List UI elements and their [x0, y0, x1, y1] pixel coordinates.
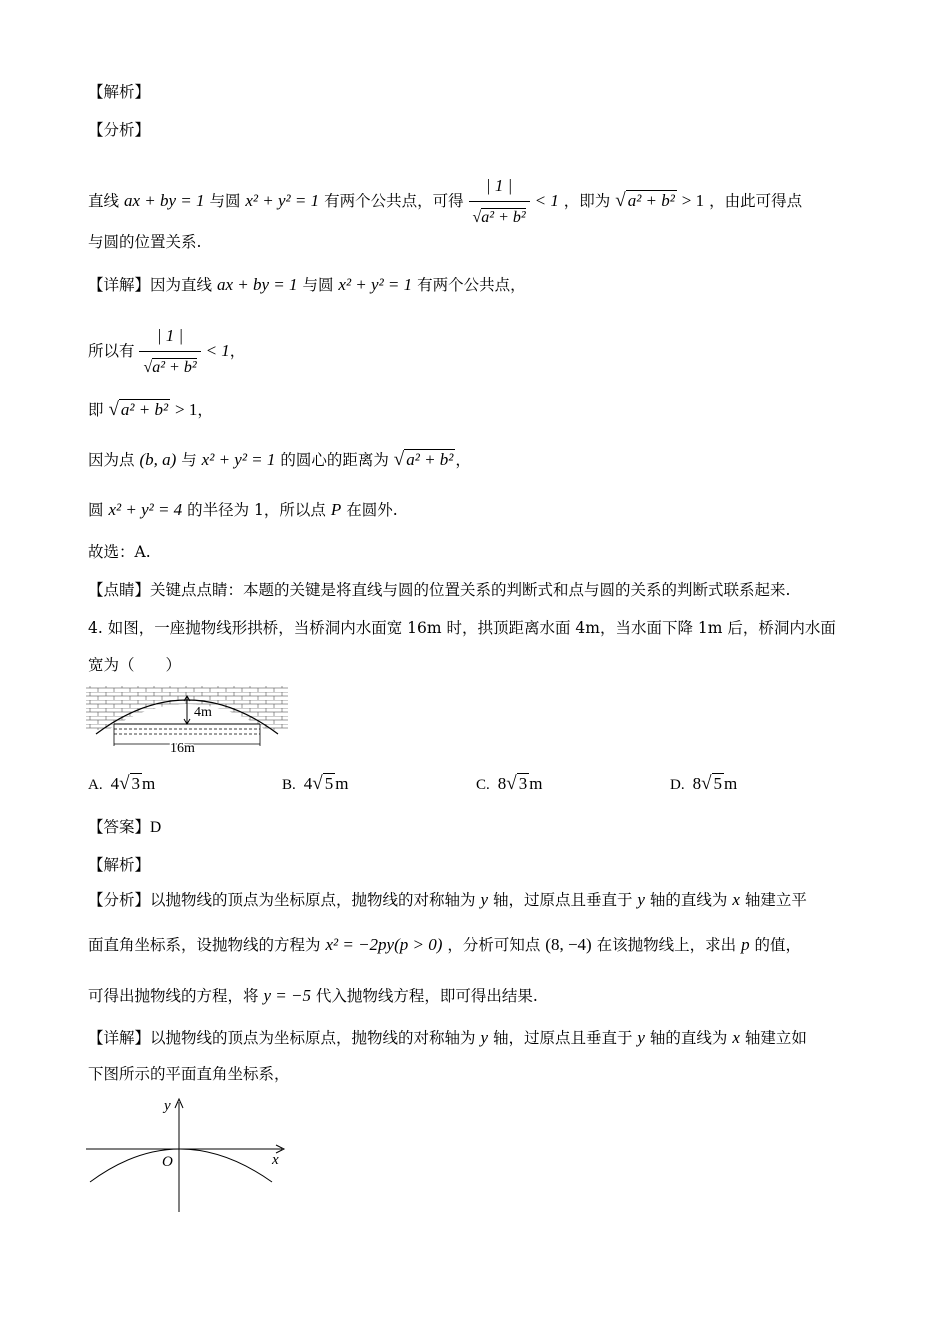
- circle-equation: x² + y² = 1: [338, 275, 413, 294]
- text-segment: 有两个公共点，: [417, 276, 526, 294]
- key-point-line: [88, 580, 790, 600]
- option-radicand: 3: [131, 774, 141, 793]
- text-segment: 的半径为 1，所以点: [187, 501, 326, 519]
- point-8-minus4: (8, −4): [545, 935, 592, 954]
- sqrt-expression: √ a² + b²: [108, 399, 169, 420]
- sqrt-sign: √: [312, 773, 323, 794]
- radicand: a² + b²: [481, 209, 526, 226]
- answer-choice: 故选：A.: [88, 543, 151, 561]
- fraction-numerator: | 1 |: [139, 322, 200, 352]
- point-ba: (b, a): [139, 450, 177, 469]
- circle-equation: x² + y² = 1: [201, 450, 276, 469]
- text-segment: 以抛物线的顶点为坐标原点，抛物线的对称轴为: [150, 891, 476, 909]
- text-segment: 轴，过原点且垂直于: [492, 1029, 633, 1047]
- option-letter: C.: [476, 777, 490, 793]
- line-equation: ax + by = 1: [216, 275, 298, 294]
- text-segment: ，即为: [563, 192, 611, 210]
- inequality: < 1: [534, 191, 559, 210]
- point-P: P: [330, 500, 342, 519]
- circle-equation: x² + y² = 1: [245, 191, 320, 210]
- text-segment: 与: [181, 451, 197, 469]
- text-segment: 轴建立如: [744, 1029, 807, 1047]
- text-segment: 的值，: [754, 936, 802, 954]
- sqrt-expression: √ a² + b²: [393, 449, 454, 470]
- text-segment: 可得出抛物线的方程，将: [88, 987, 259, 1005]
- option-b[interactable]: [282, 773, 348, 795]
- option-coef: 8: [692, 774, 702, 793]
- q4-analysis-line2: [88, 935, 801, 955]
- text-segment: 在该抛物线上，求出: [596, 936, 737, 954]
- option-coef: 8: [497, 774, 507, 793]
- option-d[interactable]: [670, 773, 737, 795]
- text-segment: 以抛物线的顶点为坐标原点，抛物线的对称轴为: [150, 1029, 476, 1047]
- text-segment: 直线: [88, 192, 120, 210]
- text-segment: 即: [88, 401, 104, 419]
- detail-line5: [88, 500, 398, 520]
- var-y: y: [480, 890, 489, 909]
- x-axis-label: x: [272, 1152, 279, 1168]
- text-segment: 轴建立平: [744, 891, 807, 909]
- radicand: a² + b²: [152, 359, 197, 376]
- distance-fraction: [139, 322, 200, 382]
- sqrt-expression: √ a² + b²: [615, 190, 675, 211]
- option-coef: 4: [303, 774, 313, 793]
- text-segment: 轴的直线为: [649, 891, 728, 909]
- analysis-label: 【分析】: [88, 121, 151, 139]
- text-segment: 有两个公共点，可得: [324, 192, 464, 210]
- analysis-label: 【分析】: [88, 891, 151, 909]
- option-unit: m: [529, 774, 543, 793]
- key-point-label: 【点睛】: [88, 581, 151, 599]
- option-coef: 4: [110, 774, 120, 793]
- option-c[interactable]: [476, 773, 542, 795]
- option-radicand: 5: [324, 774, 334, 793]
- text-segment: 面直角坐标系，设抛物线的方程为: [88, 936, 321, 954]
- detail-line3: 即 √ a² + b² > 1，: [88, 399, 213, 420]
- option-letter: D.: [670, 777, 685, 793]
- analysis-paragraph-line1: [88, 172, 802, 232]
- option-letter: A.: [88, 777, 103, 793]
- q4-analysis-line3: [88, 986, 538, 1006]
- text-segment: 所以有: [88, 342, 135, 360]
- coordinate-figure: [86, 1094, 292, 1214]
- radicand: a² + b²: [627, 191, 675, 210]
- origin-label: O: [162, 1154, 173, 1170]
- text-segment: ，由此可得点: [709, 192, 803, 210]
- text-segment: 的圆心的距离为: [280, 451, 389, 469]
- option-radicand: 3: [518, 774, 528, 793]
- detail-label: 【详解】: [88, 1029, 151, 1047]
- analysis-paragraph-line2: 与圆的位置关系.: [88, 233, 202, 251]
- width-label: 16m: [170, 741, 195, 756]
- text-segment: 在圆外.: [346, 501, 398, 519]
- detail-line1: [88, 275, 526, 295]
- detail-line4: 因为点 (b, a) 与 x² + y² = 1 的圆心的距离为 √ a² + b² ，: [88, 449, 471, 470]
- option-unit: m: [142, 774, 156, 793]
- inequality: > 1: [175, 400, 198, 419]
- fraction-denominator: √a² + b²: [143, 359, 197, 376]
- var-y: y: [637, 1028, 645, 1047]
- text-segment: 代入抛物线方程，即可得出结果.: [315, 987, 538, 1005]
- fraction-denominator: √a² + b²: [472, 209, 526, 226]
- key-point-text: 关键点点睛：本题的关键是将直线与圆的位置关系的判断式和点与圆的关系的判断式联系起来.: [150, 581, 791, 599]
- text-segment: ，分析可知点: [447, 936, 541, 954]
- option-unit: m: [335, 774, 349, 793]
- y-equals-minus5: y = −5: [263, 986, 311, 1005]
- option-radicand: 5: [713, 774, 723, 793]
- radicand: a² + b²: [120, 400, 169, 419]
- answer-label: 【答案】: [88, 818, 151, 836]
- sqrt-sign: √: [119, 773, 130, 794]
- detail-label: 【详解】: [88, 276, 151, 294]
- text-segment: 与圆: [209, 192, 241, 210]
- answer-line: [88, 817, 161, 838]
- line-equation: ax + by = 1: [123, 191, 205, 210]
- var-x: x: [732, 890, 740, 909]
- var-y: y: [637, 890, 645, 909]
- var-y: y: [480, 1028, 489, 1047]
- text-segment: 圆: [88, 501, 104, 519]
- option-letter: B.: [282, 777, 296, 793]
- detail-line2: 所以有 $\frac{| 1 |}{\text{√a² + b²}}$ < 1，: [88, 322, 245, 382]
- analysis-heading: 【解析】: [88, 83, 151, 101]
- q4-detail-line1: [88, 1028, 807, 1048]
- parabola-equation: x² = −2py(p > 0): [325, 935, 443, 954]
- height-label: 4m: [194, 705, 212, 720]
- distance-fraction: [469, 172, 530, 232]
- bridge-figure: [86, 684, 290, 756]
- text-segment: 因为直线: [150, 276, 213, 294]
- option-unit: m: [724, 774, 738, 793]
- fraction-numerator: | 1 |: [469, 172, 530, 202]
- answer-value: D: [150, 819, 162, 836]
- text-segment: 与圆: [302, 276, 334, 294]
- sqrt-sign: √: [506, 773, 517, 794]
- text-segment: 轴，过原点且垂直于: [492, 891, 633, 909]
- circle4-equation: x² + y² = 4: [108, 500, 183, 519]
- text-segment: 因为点: [88, 451, 135, 469]
- question4-stem-line1: 4. 如图，一座抛物线形拱桥，当桥洞内水面宽 16m 时，拱顶距离水面 4m，当水面下降 1m 后，桥洞内水面: [88, 619, 836, 637]
- text-segment: 轴的直线为: [649, 1029, 728, 1047]
- radicand: a² + b²: [406, 450, 454, 469]
- inequality: < 1: [205, 341, 230, 360]
- question4-stem-line2: 宽为（ ）: [88, 656, 182, 674]
- q4-analysis-line1: [88, 890, 807, 910]
- sqrt-sign: √: [701, 773, 712, 794]
- q4-detail-line2: 下图所示的平面直角坐标系，: [88, 1065, 290, 1083]
- var-x: x: [732, 1028, 740, 1047]
- option-a[interactable]: [88, 773, 155, 795]
- inequality: > 1: [681, 191, 705, 210]
- parabola-curve: [90, 1149, 272, 1182]
- analysis-heading-q4: 【解析】: [88, 856, 151, 874]
- var-p: p: [741, 935, 750, 954]
- y-axis-label: y: [164, 1098, 171, 1114]
